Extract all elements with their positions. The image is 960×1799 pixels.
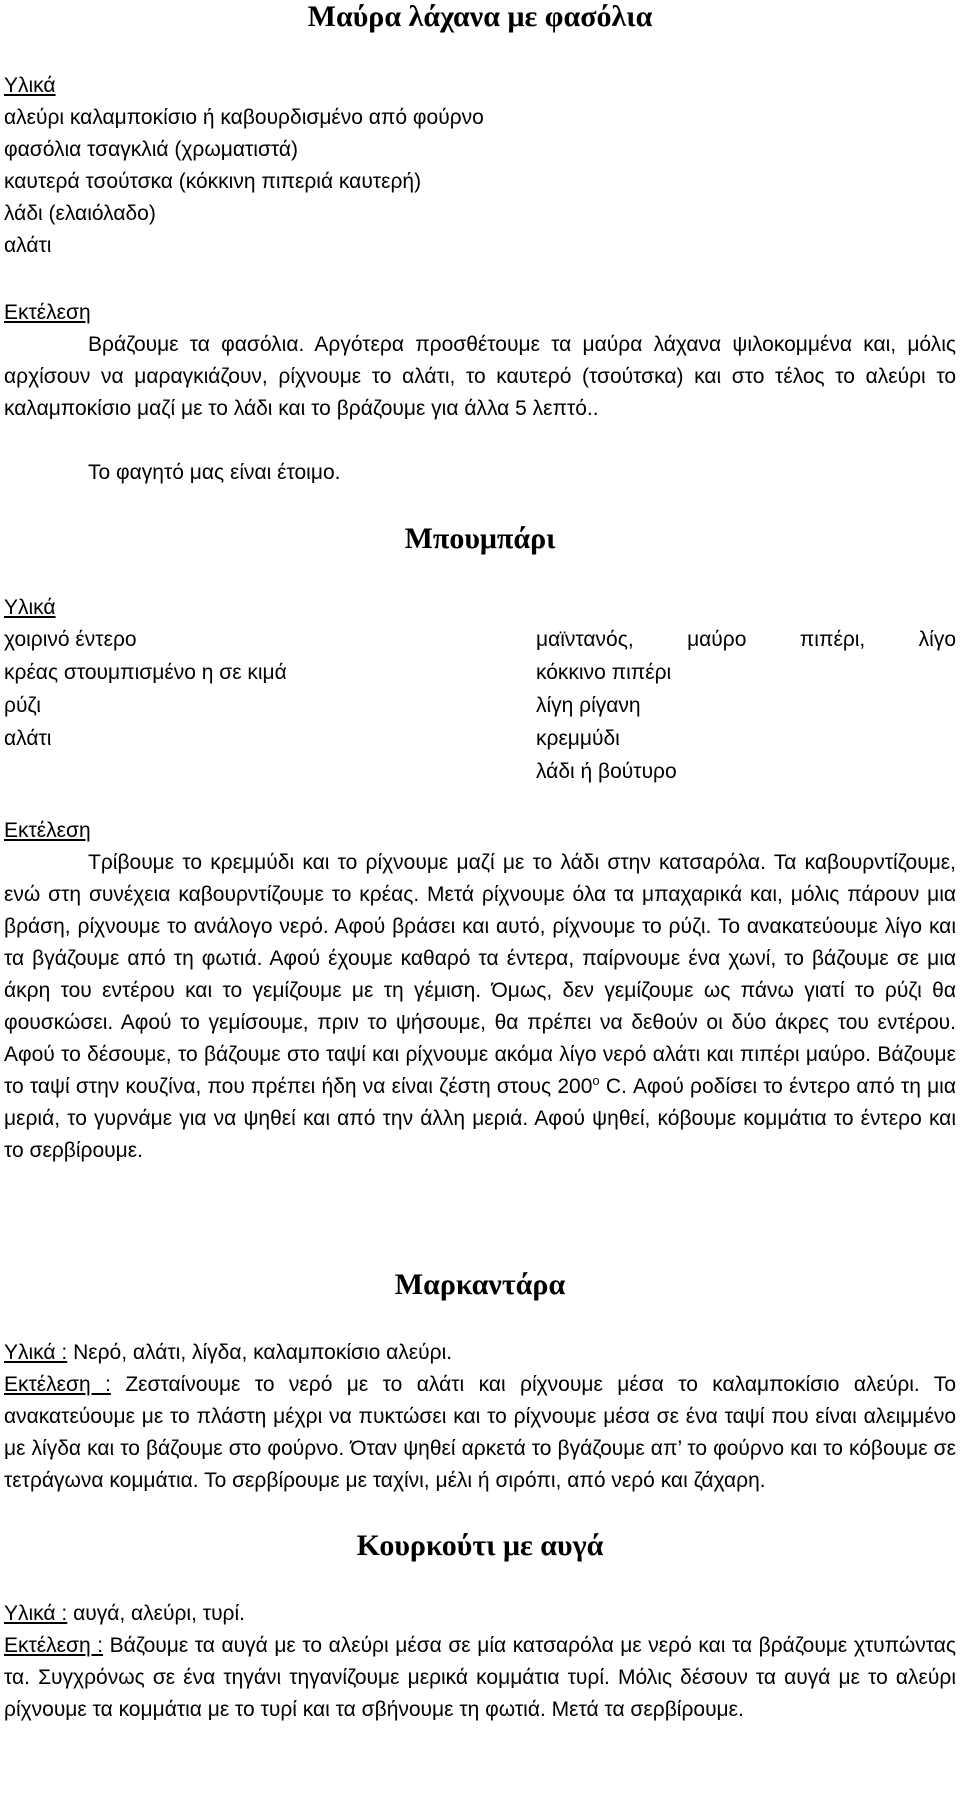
- ingredients-label: Υλικά: [4, 74, 56, 97]
- method-label: Εκτέλεση :: [4, 1634, 104, 1657]
- method-paragraph: Βράζουμε τα φασόλια. Αργότερα προσθέτουμε τα μαύρα λάχανα ψιλοκομμένα και, μόλις αρχίσουν να μαραγκιάζουν, ρίχνουμε το αλάτι, το καυτερό (τσούτσκα) και στο τέλος το αλεύρι το καλαμποκίσιο μαζί με το λάδι και το βράζουμε για άλλα 5 λεπτό..: [4, 333, 956, 420]
- ingredient-item: λίγη ρίγανη: [536, 694, 641, 717]
- ingredient-item: μαϊντανός, μαύρο πιπέρι, λίγο: [536, 628, 956, 651]
- method-text: C. Αφού ροδίσει το έντερο από τη μια μεριά, το γυρνάμε για να ψηθεί και από την άλλη μεριά. Αφού ψηθεί, κόβουμε κομμάτια το έντερο και το σερβίρουμε.: [4, 1075, 956, 1162]
- method-paragraph: [4, 1369, 956, 1497]
- ingredient-item: αλάτι: [4, 234, 52, 257]
- recipe-title: Μπουμπάρι: [404, 522, 556, 555]
- ingredient-item: λάδι ή βούτυρο: [536, 760, 677, 783]
- method-label: Εκτέλεση: [4, 819, 91, 842]
- method-label: Εκτέλεση :: [4, 1373, 111, 1396]
- ingredient-item: χοιρινό έντερο: [4, 628, 137, 651]
- ingredients-line: [4, 1337, 452, 1369]
- recipe-title: Μαύρα λάχανα με φασόλια: [307, 0, 653, 33]
- ingredients-text: Νερό, αλάτι, λίγδα, καλαμποκίσιο αλεύρι.: [67, 1341, 453, 1364]
- ingredient-item: αλεύρι καλαμποκίσιο ή καβουρδισμένο από φούρνο: [4, 106, 484, 129]
- ingredient-item: λάδι (ελαιόλαδο): [4, 202, 156, 225]
- method-text: Ζεσταίνουμε το νερό με το αλάτι και ρίχνουμε μέσα το καλαμποκίσιο αλεύρι. Το ανακατεύουμε με το πλάστη μέχρι να πυκτώσει και το ρίχνουμε μέσα σε ένα ταψί που είναι αλειμμένο με λίγδα και το βάζουμε στο φούρνο. Όταν ψηθεί αρκετά το βγάζουμε απ’ το φούρνο και το κόβουμε σε τετράγωνα κομμάτια. Το σερβίρουμε με ταχίνι, μέλι ή σιρόπι, από νερό και ζάχαρη.: [4, 1373, 956, 1492]
- ingredients-line: [4, 1598, 245, 1630]
- ingredient-item: ρύζι: [4, 694, 41, 717]
- method-label: Εκτέλεση: [4, 301, 91, 324]
- ingredient-item: καυτερά τσούτσκα (κόκκινη πιπεριά καυτερή): [4, 170, 422, 193]
- degree-symbol: ο: [592, 1073, 600, 1088]
- ingredient-item: κρεμμύδι: [536, 727, 620, 750]
- ingredients-text: αυγά, αλεύρι, τυρί.: [67, 1602, 245, 1625]
- ingredient-item: κρέας στουμπισμένο η σε κιμά: [4, 661, 287, 684]
- ingredient-item: φασόλια τσαγκλιά (χρωματιστά): [4, 138, 299, 161]
- recipe-title: Μαρκαντάρα: [394, 1268, 566, 1301]
- method-text: Τρίβουμε το κρεμμύδι και το ρίχνουμε μαζί με το λάδι στην κατσαρόλα. Τα καβουρντίζουμε, ενώ στη συνέχεια καβουρντίζουμε το κρέας. Μετά ρίχνουμε όλα τα μπαχαρικά και, μόλις πάρουν μια βράση, ρίχνουμε το ανάλογο νερό. Αφού βράσει και αυτό, ρίχνουμε το ρύζι. Το ανακατεύουμε λίγο και τα βγάζουμε από τη φωτιά. Αφού έχουμε καθαρό τα έντερα, παίρνουμε ένα χωνί, το βάζουμε σε μια άκρη του εντέρου και το γεμίζουμε με τη γέμιση. Όμως, δεν γεμίζουμε ως πάνω γιατί το ρύζι θα φουσκώσει. Αφού το γεμίσουμε, πριν το ψήσουμε, θα πρέπει να δεθούν οι δύο άκρες του εντέρου. Αφού το δέσουμε, το βάζουμε στο ταψί και ρίχνουμε ακόμα λίγο νερό αλάτι και πιπέρι μαύρο. Βάζουμε το ταψί στην κουζίνα, που πρέπει ήδη να είναι ζέστη στους 200: [4, 851, 956, 1098]
- ingredients-left-column: [4, 624, 424, 756]
- ingredients-right-column: [536, 624, 956, 789]
- recipe-title: Κουρκούτι με αυγά: [356, 1529, 604, 1562]
- method-paragraph: [4, 1630, 956, 1726]
- ingredients-label: Υλικά :: [4, 1602, 68, 1625]
- method-text: Βάζουμε τα αυγά με το αλεύρι μέσα σε μία κατσαρόλα με νερό και τα βράζουμε χτυπώντας τα. Συγχρόνως σε ένα τηγάνι τηγανίζουμε μερικά κομμάτια τυρί. Μόλις δέσουν τα αυγά με το αλεύρι ρίχνουμε τα κομμάτια με το τυρί και τα σβήνουμε τη φωτιά. Μετά τα σερβίρουμε.: [4, 1634, 956, 1721]
- ingredient-item: κόκκινο πιπέρι: [536, 661, 672, 684]
- ingredients-label: Υλικά: [4, 596, 56, 619]
- ingredients-label: Υλικά :: [4, 1341, 68, 1364]
- closing-line: Το φαγητό μας είναι έτοιμο.: [88, 461, 341, 484]
- method-paragraph: [4, 847, 956, 1167]
- ingredient-item: αλάτι: [4, 727, 52, 750]
